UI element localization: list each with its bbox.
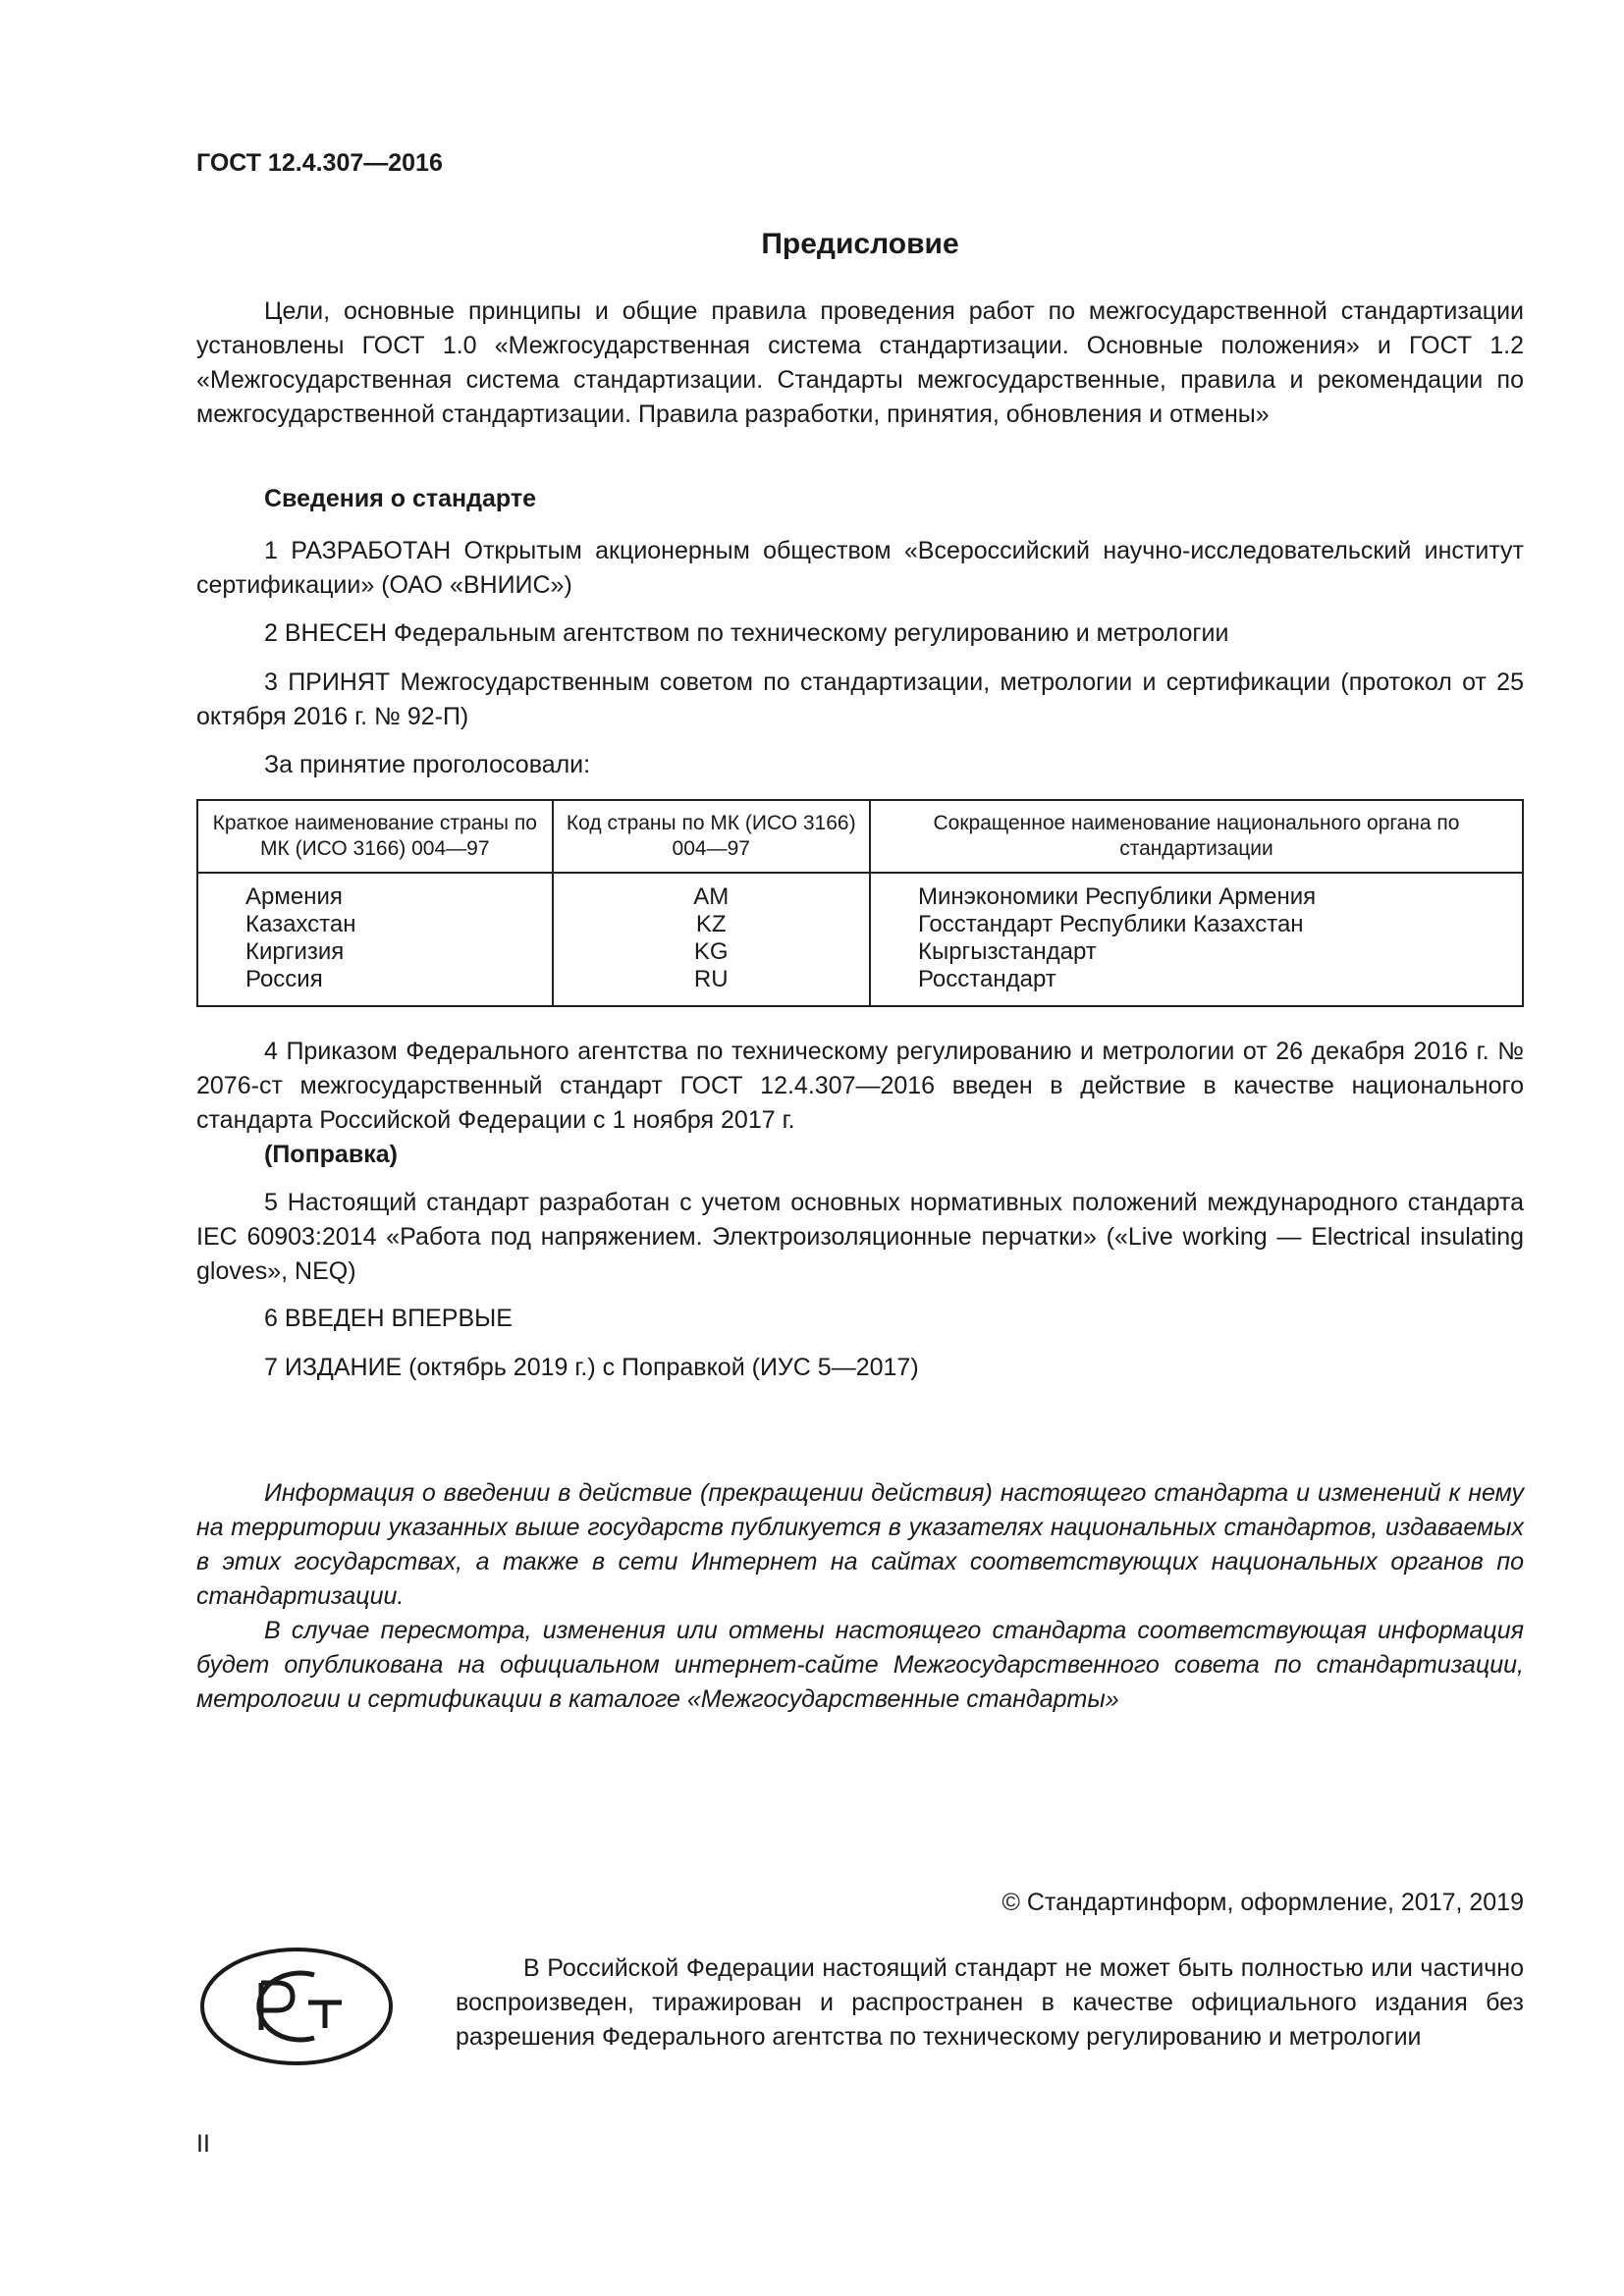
item-4: 4 Приказом Федерального агентства по техническому регулированию и метрологии от 26 декабря 2016 г. № 2076-ст межгосударственный стандарт ГОСТ 12.4.307—2016 введен в действие в качестве национального стандарта Российской Федерации с 1 ноября 2017 г.: [196, 1038, 1524, 1134]
item-7-block: [196, 1351, 1524, 1385]
table-cell-countries: [197, 873, 553, 1006]
country-name: Россия: [245, 966, 323, 992]
info-heading: Сведения о стандарте: [264, 485, 537, 512]
item-3-block: [196, 666, 1524, 734]
table-cell-codes: [553, 873, 870, 1006]
item-5-block: [196, 1186, 1524, 1289]
foreword-block: [196, 294, 1524, 432]
copyright: © Стандартинформ, оформление, 2017, 2019: [1001, 1889, 1524, 1916]
page-number: II: [196, 2130, 210, 2158]
item-6-block: [196, 1302, 1524, 1336]
national-body: Минэкономики Республики Армения: [917, 883, 1317, 910]
table-header-country: Краткое наименование страны по МК (ИСО 3166) 004—97: [197, 800, 553, 873]
item-7: 7 ИЗДАНИЕ (октябрь 2019 г.) с Поправкой (ИУС 5—2017): [264, 1354, 919, 1381]
country-code: RU: [693, 966, 729, 992]
page-title: Предисловие: [761, 228, 959, 260]
intro-paragraph: Цели, основные принципы и общие правила проведения работ по межгосударственной стандартизации установлены ГОСТ 1.0 «Межгосударственная система стандартизации. Основные положения» и ГОСТ 1.2 «Межгосударственная система стандартизации. Стандарты межгосударственные, правила и рекомендации по межгосударственной стандартизации. Правила разработки, принятия, обновления и отмены»: [196, 297, 1524, 428]
item-1: 1 РАЗРАБОТАН Открытым акционерным обществом «Всероссийский научно-исследовательский институт сертификации» (ОАО «ВНИИС»): [196, 537, 1524, 599]
country-code: KZ: [695, 911, 727, 937]
country-name: Армения: [245, 883, 343, 910]
national-body: Госстандарт Республики Казахстан: [917, 911, 1304, 937]
table-header-code: Код страны по МК (ИСО 3166) 004—97: [553, 800, 870, 873]
country-code: AM: [693, 883, 730, 910]
item-6: 6 ВВЕДЕН ВПЕРВЫЕ: [264, 1305, 513, 1332]
item-5: 5 Настоящий стандарт разработан с учетом основных нормативных положений международного стандарта IEC 60903:2014 «Работа под напряжением. Электроизоляционные перчатки» («Live working — Electrical insulating gloves», NEQ): [196, 1189, 1524, 1285]
voting-states-table: [196, 799, 1524, 1007]
voted-block: [196, 748, 1524, 782]
voted-label: За принятие проголосовали:: [264, 751, 591, 778]
notes-block: [196, 1476, 1524, 1717]
pct-certification-mark-icon: [198, 1946, 395, 2067]
item-1-block: [196, 534, 1524, 603]
legal-notice: В Российской Федерации настоящий стандарт не может быть полностью или частично воспроизведен, тиражирован и распространен в качестве официального издания без разрешения Федерального агентства по техническому регулированию и метрологии: [456, 1954, 1524, 2051]
note-1: Информация о введении в действие (прекращении действия) настоящего стандарта и изменений к нему на территории указанных выше государств публикуется в указателях национальных стандартов, издаваемых в этих государствах, а также в сети Интернет на сайтах соответствующих национальных органов по стандартизации.: [196, 1479, 1524, 1610]
national-body: Кыргызстандарт: [917, 938, 1097, 965]
country-name: Киргизия: [245, 938, 345, 965]
note-2: В случае пересмотра, изменения или отмены настоящего стандарта соответствующая информация будет опубликована на официальном интернет-сайте Межгосударственного совета по стандартизации, метрологии и сертификации в каталоге «Межгосударственные стандарты»: [196, 1617, 1524, 1713]
item-2: 2 ВНЕСЕН Федеральным агентством по техническому регулированию и метрологии: [264, 619, 1229, 647]
amendment-label: (Поправка): [264, 1141, 398, 1168]
table-header-body: Сокращенное наименование национального органа по стандартизации: [870, 800, 1523, 873]
table-row: [197, 873, 1523, 1006]
item-4-block: [196, 1035, 1524, 1172]
country-name: Казахстан: [245, 911, 356, 937]
country-code: KG: [693, 938, 729, 965]
document-code: ГОСТ 12.4.307—2016: [196, 149, 443, 177]
item-2-block: [196, 616, 1524, 651]
item-3: 3 ПРИНЯТ Межгосударственным советом по стандартизации, метрологии и сертификации (протокол от 25 октября 2016 г. № 92-П): [196, 668, 1524, 730]
document-page: [196, 0, 1524, 2296]
table-cell-bodies: [870, 873, 1523, 1006]
info-heading-block: [196, 485, 1524, 513]
national-body: Росстандарт: [917, 966, 1056, 992]
table-header-row: [197, 800, 1523, 873]
